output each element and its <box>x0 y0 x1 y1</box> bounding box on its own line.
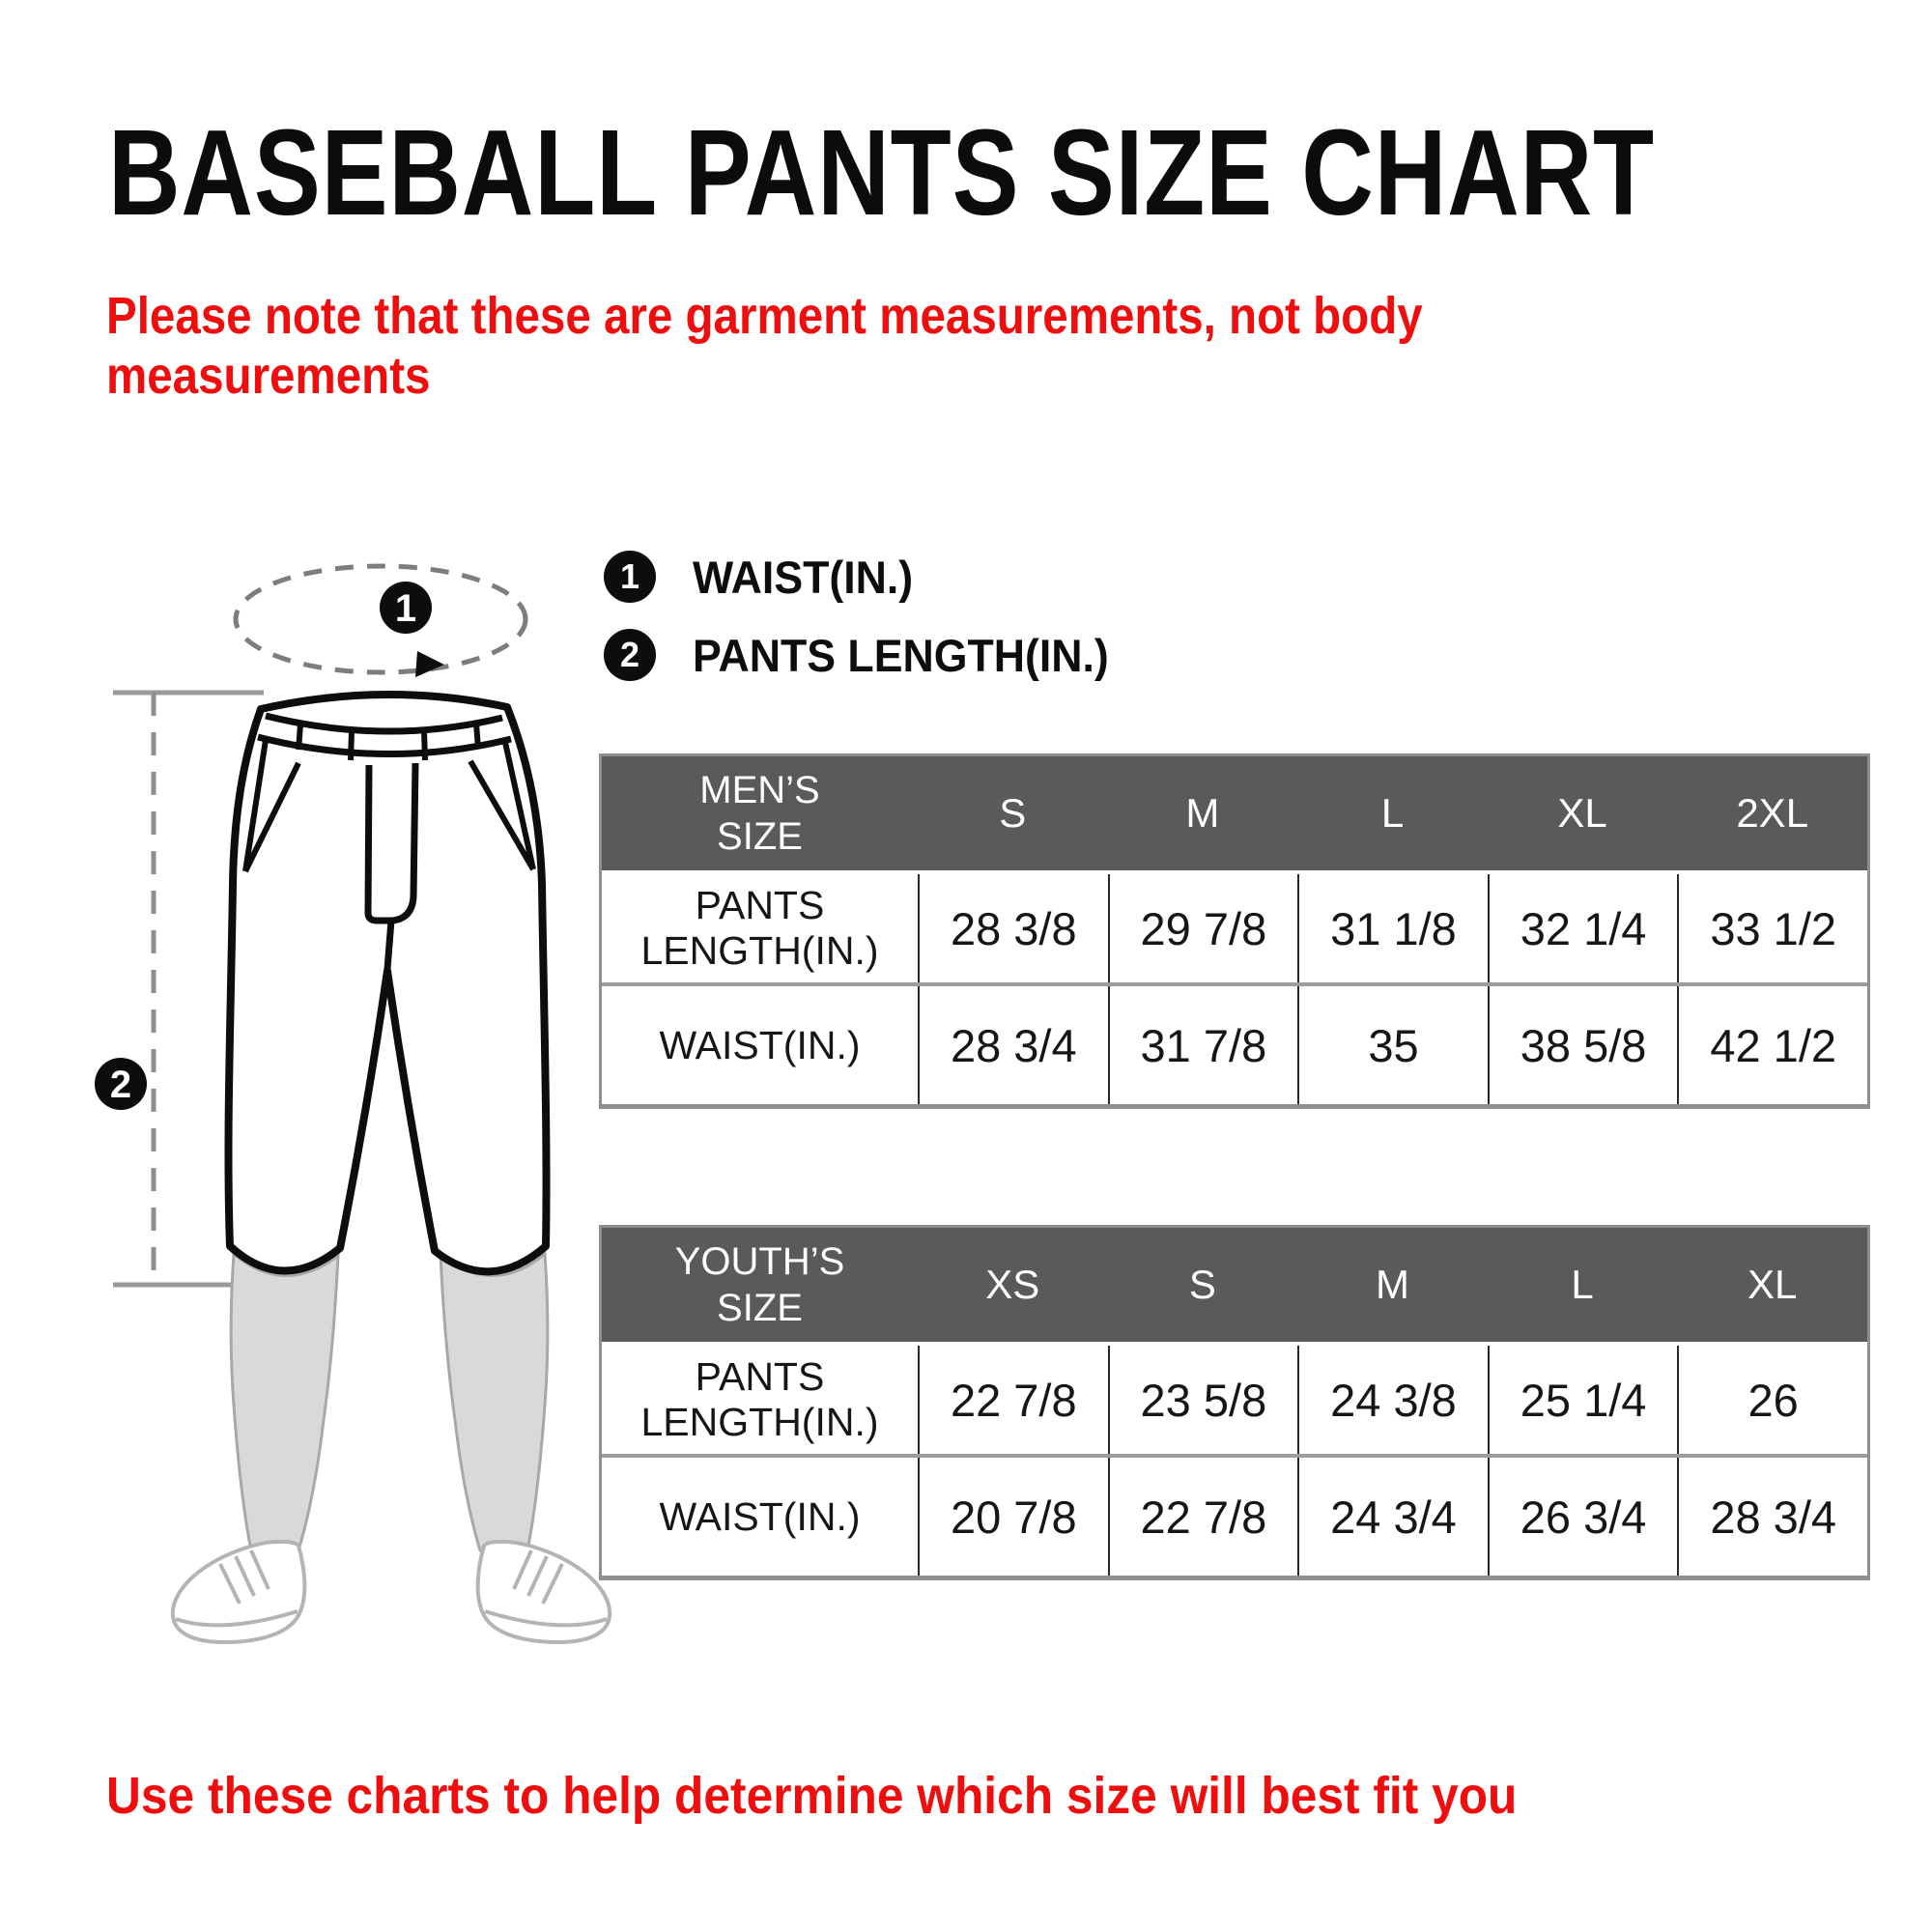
mens-size-table <box>599 753 1870 1109</box>
marker-2-icon: 2 <box>604 629 656 681</box>
row-label-line1: WAIST(IN.) <box>659 1022 861 1067</box>
mens-table-title <box>602 756 918 870</box>
socks-illustration <box>231 1254 548 1555</box>
table-cell: 24 3/4 <box>1297 1458 1488 1576</box>
row-label-line1: WAIST(IN.) <box>659 1493 861 1539</box>
table-cell: 24 3/8 <box>1297 1346 1488 1454</box>
row-label-line2: LENGTH(IN.) <box>640 928 879 973</box>
page-title: BASEBALL PANTS SIZE CHART <box>108 104 1655 241</box>
table-cell: 31 1/8 <box>1297 874 1488 982</box>
sneakers-illustration <box>173 1542 610 1642</box>
youths-col-m: M <box>1375 1262 1409 1307</box>
table-cell: 22 7/8 <box>918 1346 1108 1454</box>
length-marker-number: 2 <box>109 1064 132 1106</box>
youths-col-l: L <box>1571 1262 1594 1307</box>
mens-table-header <box>602 756 1867 874</box>
mens-col-2xl: 2XL <box>1736 790 1809 836</box>
table-cell: 28 3/8 <box>918 874 1108 982</box>
pants-illustration <box>228 695 546 1271</box>
legend-label-pants-length: PANTS LENGTH(IN.) <box>693 629 1109 681</box>
table-cell: 31 7/8 <box>1108 986 1298 1104</box>
legend-label-waist: WAIST(IN.) <box>693 551 914 603</box>
table-cell: 42 1/2 <box>1677 986 1867 1104</box>
table-cell: 35 <box>1297 986 1488 1104</box>
row-label <box>602 874 918 982</box>
table-cell: 25 1/4 <box>1488 1346 1678 1454</box>
mens-title-line2: SIZE <box>717 815 803 858</box>
mens-title-line1: MEN’S <box>699 769 820 811</box>
youths-title-line2: SIZE <box>717 1287 803 1329</box>
note-line-2: measurements <box>106 347 431 405</box>
mens-waist-row <box>602 986 1867 1104</box>
table-cell: 23 5/8 <box>1108 1346 1298 1454</box>
table-cell: 29 7/8 <box>1108 874 1298 982</box>
row-label-line2: LENGTH(IN.) <box>640 1400 879 1444</box>
table-cell: 38 5/8 <box>1488 986 1678 1104</box>
youths-table-title <box>602 1228 918 1342</box>
pants-diagram <box>39 536 657 1744</box>
mens-col-l: L <box>1380 790 1405 836</box>
mens-pants-length-row <box>602 874 1867 986</box>
row-label <box>602 1458 918 1576</box>
legend-item-pants-length <box>604 629 1130 681</box>
table-cell: 33 1/2 <box>1677 874 1867 982</box>
table-cell: 32 1/4 <box>1488 874 1678 982</box>
row-label <box>602 986 918 1104</box>
row-label-line1: PANTS <box>695 883 825 927</box>
mens-col-m: M <box>1185 790 1220 836</box>
youths-title-line1: YOUTH’S <box>674 1240 845 1283</box>
youths-pants-length-row <box>602 1346 1867 1458</box>
table-cell: 26 3/4 <box>1488 1458 1678 1576</box>
mens-col-xl: XL <box>1557 790 1607 836</box>
table-cell: 28 3/4 <box>1677 1458 1867 1576</box>
mens-col-s: S <box>999 790 1027 836</box>
table-cell: 28 3/4 <box>918 986 1108 1104</box>
note-line-1: Please note that these are garment measurements, not body <box>106 287 1423 345</box>
row-label <box>602 1346 918 1454</box>
youths-col-xl: XL <box>1747 1262 1798 1307</box>
marker-1-icon: 1 <box>604 551 656 603</box>
row-label-line1: PANTS <box>695 1354 825 1399</box>
table-cell: 26 <box>1677 1346 1867 1454</box>
note-text <box>106 286 1423 406</box>
youths-size-table <box>599 1225 1870 1580</box>
footer-text: Use these charts to help determine which size will best fit you <box>106 1767 1518 1825</box>
table-cell: 22 7/8 <box>1108 1458 1298 1576</box>
youths-waist-row <box>602 1458 1867 1576</box>
youths-col-xs: XS <box>985 1262 1040 1307</box>
table-cell: 20 7/8 <box>918 1458 1108 1576</box>
youths-col-s: S <box>1188 1262 1216 1307</box>
waist-marker-number: 1 <box>394 587 417 630</box>
youths-table-header <box>602 1228 1867 1346</box>
